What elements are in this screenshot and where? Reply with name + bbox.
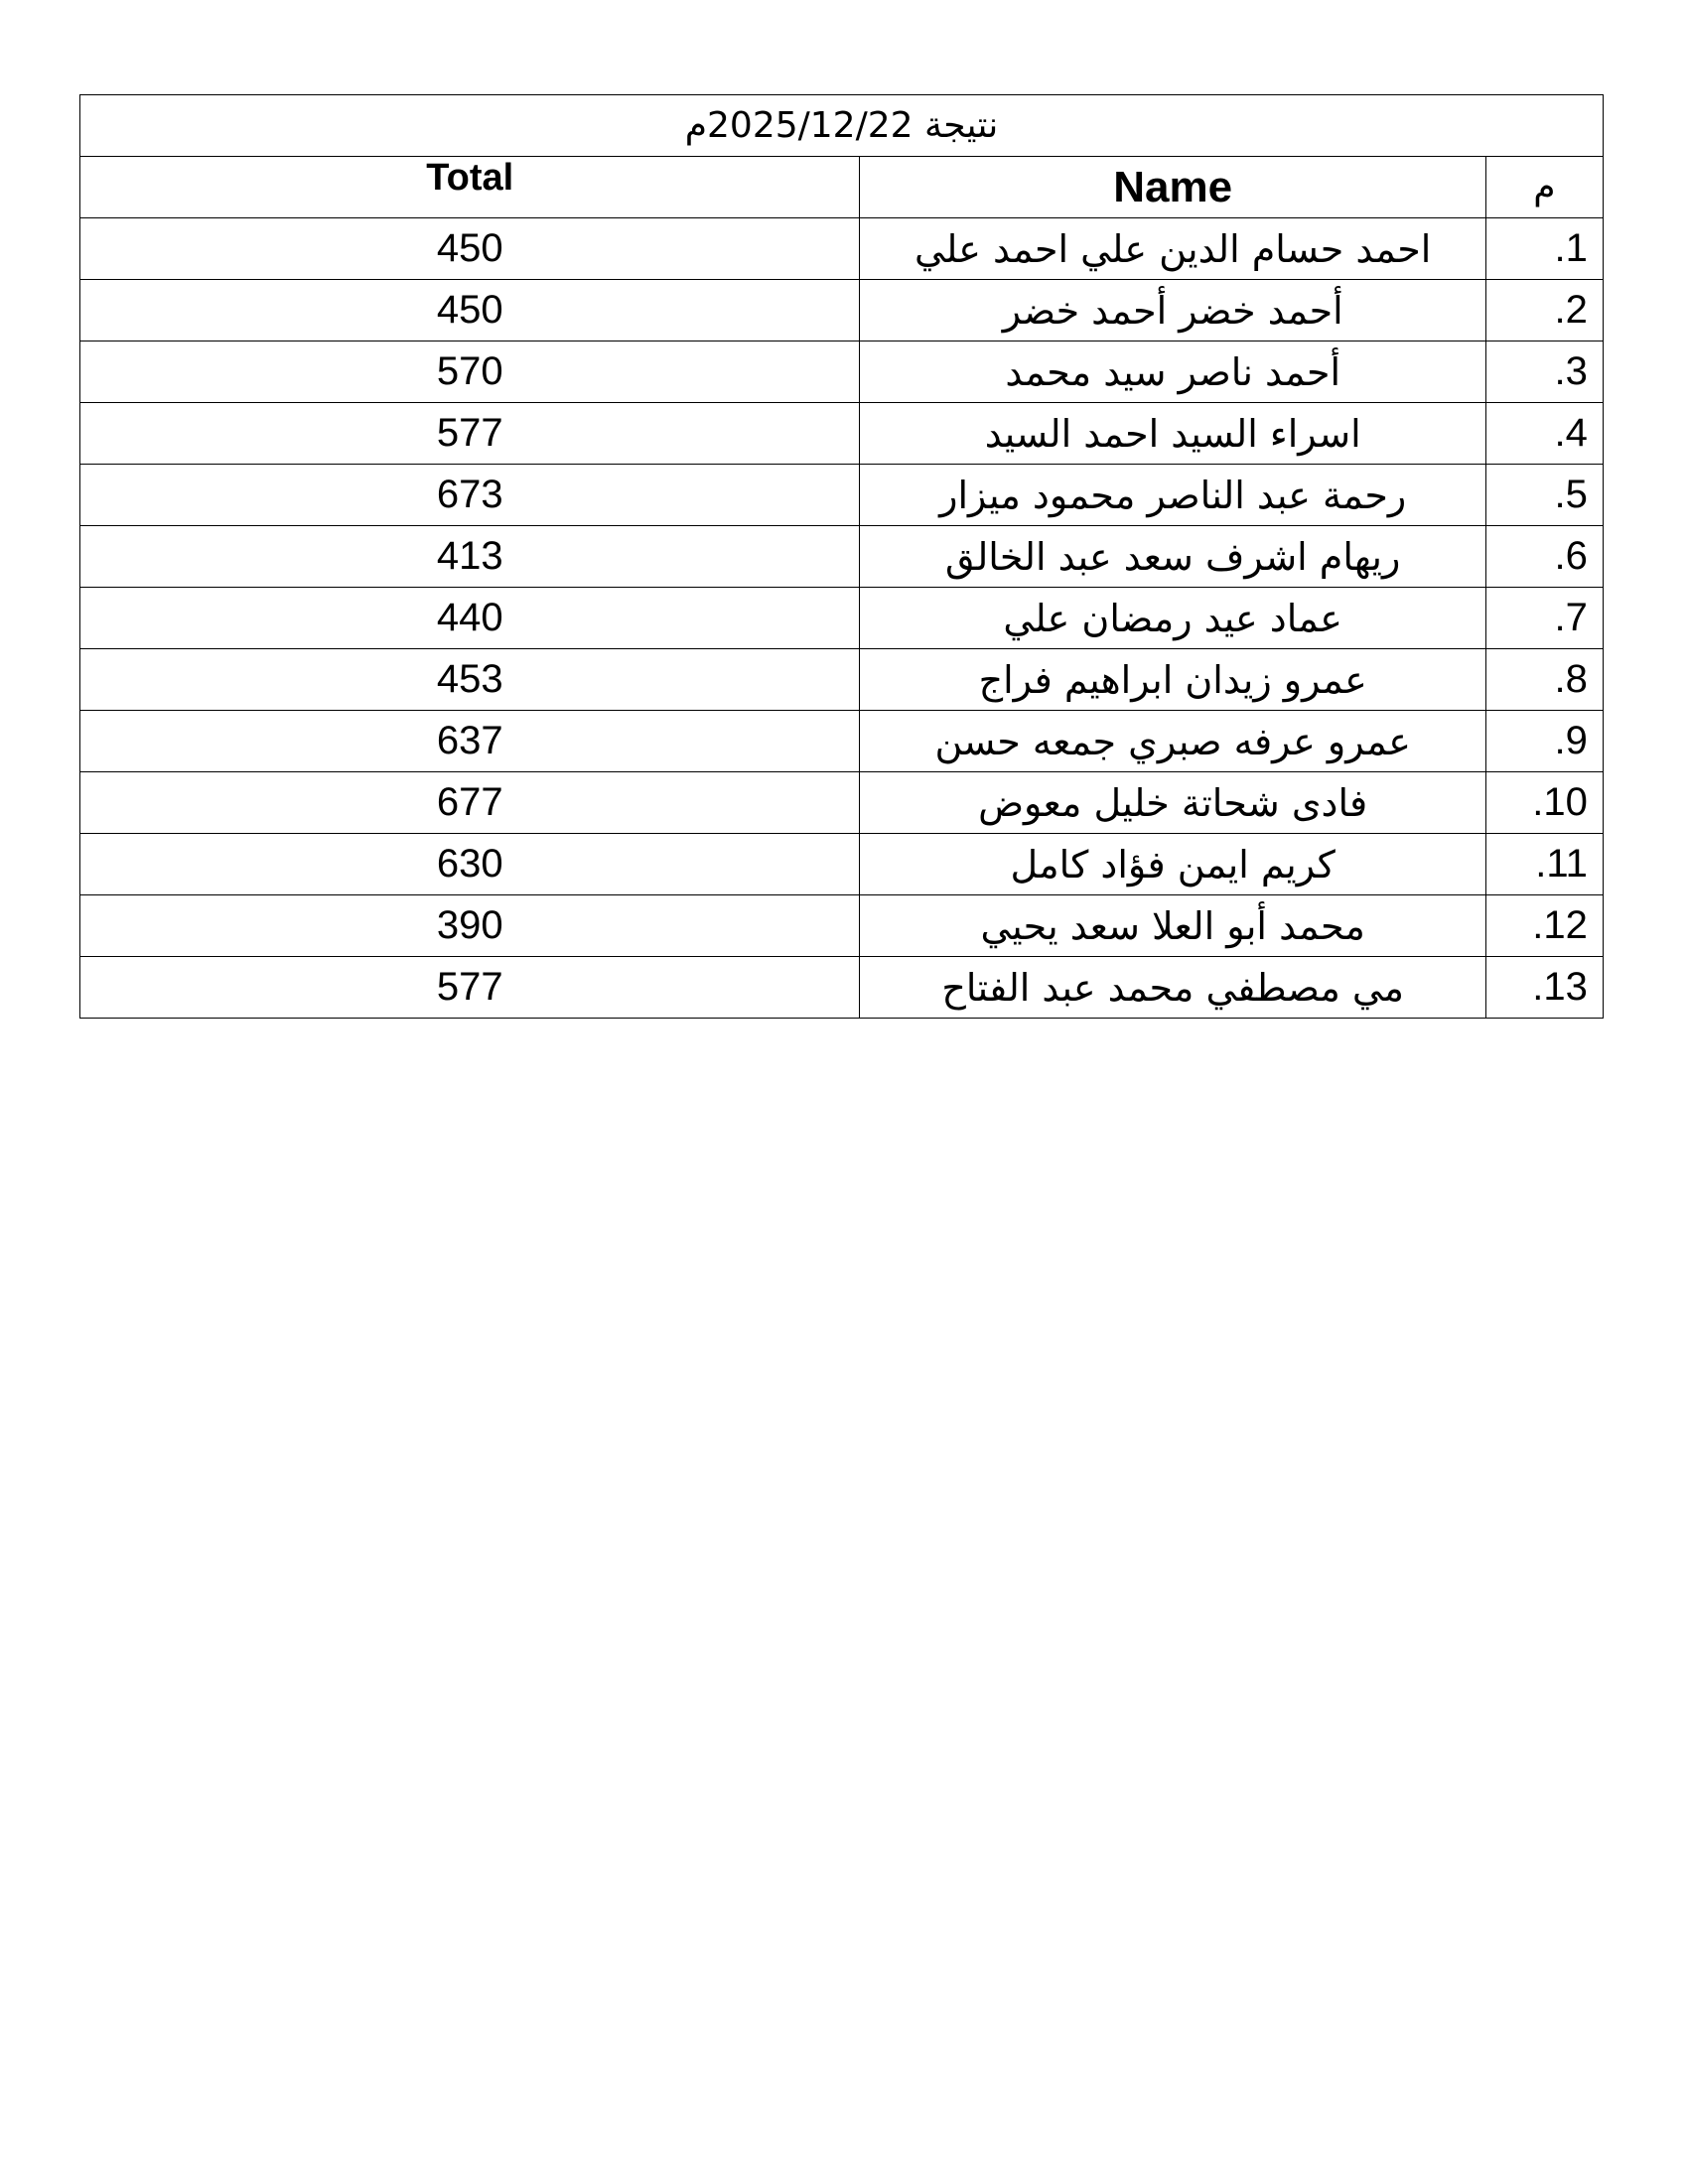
row-number-cell [1485, 526, 1603, 588]
row-number-cell [1485, 957, 1603, 1019]
row-total: 577 [80, 403, 860, 465]
row-total: 570 [80, 341, 860, 403]
table-row [80, 341, 1604, 403]
row-name: عمرو عرفه صبري جمعه حسن [860, 711, 1485, 772]
row-total: 450 [80, 280, 860, 341]
row-number-cell [1485, 280, 1603, 341]
row-name: فادى شحاتة خليل معوض [860, 772, 1485, 834]
row-name: عمرو زيدان ابراهيم فراج [860, 649, 1485, 711]
row-number-cell [1485, 465, 1603, 526]
results-table [79, 94, 1604, 1019]
row-total: 637 [80, 711, 860, 772]
row-name: أحمد ناصر سيد محمد [860, 341, 1485, 403]
row-number: .11 [1535, 842, 1588, 886]
row-number: .7 [1554, 596, 1588, 639]
row-number: .6 [1554, 534, 1588, 578]
table-body [80, 218, 1604, 1019]
row-number-cell [1485, 588, 1603, 649]
row-number: .10 [1532, 780, 1588, 824]
row-name: احمد حسام الدين علي احمد علي [860, 218, 1485, 280]
table-row [80, 711, 1604, 772]
row-total: 577 [80, 957, 860, 1019]
row-total: 413 [80, 526, 860, 588]
row-number-cell [1485, 834, 1603, 895]
row-total: 673 [80, 465, 860, 526]
row-number: .4 [1554, 411, 1588, 455]
row-name: رحمة عبد الناصر محمود ميزار [860, 465, 1485, 526]
row-number-cell [1485, 218, 1603, 280]
table-row [80, 280, 1604, 341]
row-name: محمد أبو العلا سعد يحيي [860, 895, 1485, 957]
row-number-cell [1485, 341, 1603, 403]
row-number-cell [1485, 895, 1603, 957]
header-row [80, 157, 1604, 218]
row-name: ريهام اشرف سعد عبد الخالق [860, 526, 1485, 588]
table-row [80, 403, 1604, 465]
row-total: 450 [80, 218, 860, 280]
row-number: .1 [1554, 226, 1588, 270]
row-total: 630 [80, 834, 860, 895]
row-total: 453 [80, 649, 860, 711]
table-row [80, 218, 1604, 280]
table-row [80, 465, 1604, 526]
row-name: مي مصطفي محمد عبد الفتاح [860, 957, 1485, 1019]
table-row [80, 649, 1604, 711]
row-number-cell [1485, 772, 1603, 834]
row-number: .12 [1532, 903, 1588, 947]
row-number: .2 [1554, 288, 1588, 332]
row-number: .3 [1554, 349, 1588, 393]
header-total: Total [80, 157, 860, 218]
row-name: كريم ايمن فؤاد كامل [860, 834, 1485, 895]
table-row [80, 772, 1604, 834]
row-total: 390 [80, 895, 860, 957]
row-total: 440 [80, 588, 860, 649]
row-number: .8 [1554, 657, 1588, 701]
table-row [80, 834, 1604, 895]
row-total: 677 [80, 772, 860, 834]
row-number-cell [1485, 403, 1603, 465]
row-name: اسراء السيد احمد السيد [860, 403, 1485, 465]
row-number-cell [1485, 711, 1603, 772]
row-number: .13 [1532, 965, 1588, 1009]
table-row [80, 588, 1604, 649]
table-title: نتيجة 2025/12/22م [80, 95, 1604, 157]
header-name: Name [860, 157, 1485, 218]
table-row [80, 895, 1604, 957]
row-number: .9 [1554, 719, 1588, 762]
header-number: م [1485, 157, 1603, 218]
row-number: .5 [1554, 473, 1588, 516]
row-name: أحمد خضر أحمد خضر [860, 280, 1485, 341]
row-number-cell [1485, 649, 1603, 711]
title-row [80, 95, 1604, 157]
table-row [80, 957, 1604, 1019]
row-name: عماد عيد رمضان علي [860, 588, 1485, 649]
table-row [80, 526, 1604, 588]
